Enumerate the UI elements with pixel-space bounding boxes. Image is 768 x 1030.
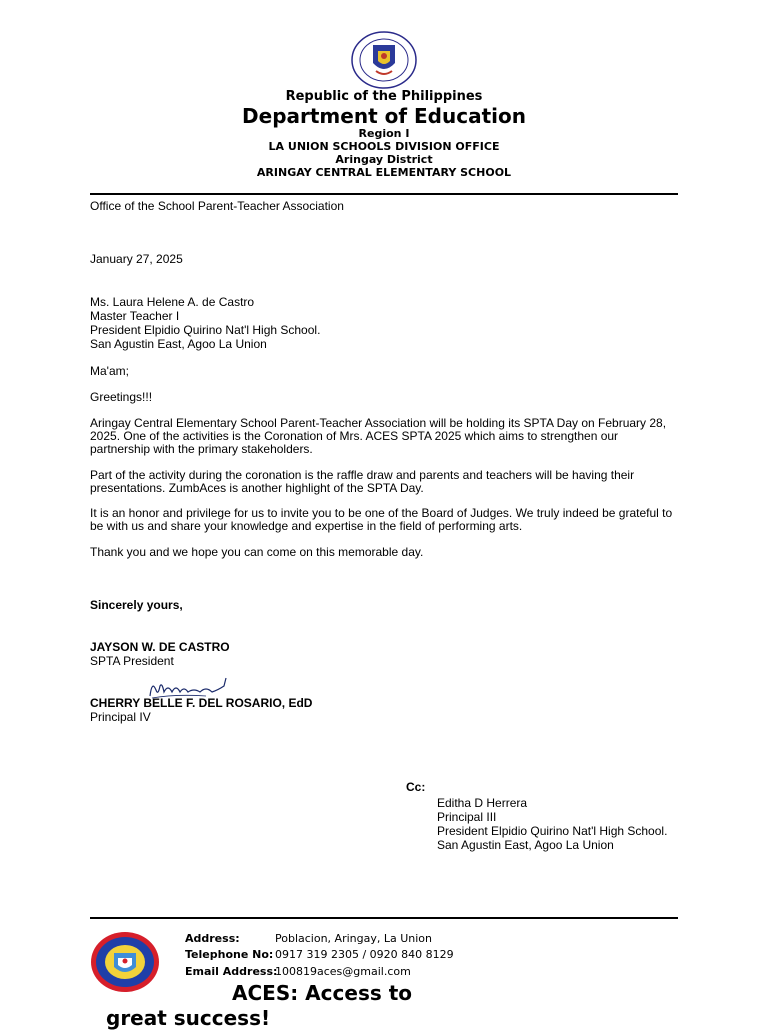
- cc-label: Cc:: [406, 780, 426, 794]
- body-paragraph-4: Thank you and we hope you can come on this memorable day.: [90, 545, 424, 559]
- signatory1-title: SPTA President: [90, 654, 174, 668]
- signatory1-name: JAYSON W. DE CASTRO: [90, 640, 230, 654]
- body-paragraph-2: Part of the activity during the coronation is the raffle draw and parents and teachers will be having their presentations. ZumbAces is another highlight of the SPTA Day.: [90, 468, 635, 495]
- aces-school-logo: [90, 931, 160, 993]
- body-paragraph-1: Aringay Central Elementary School Parent-Teacher Association will be holding its SPTA Day on February 28, 2025. One of the activities is the Coronation of Mrs. ACES SPTA 2025 which aims to strengthen our partnership with the primary stakeholders.: [90, 416, 667, 456]
- letter-date: January 27, 2025: [90, 252, 183, 266]
- recipient-school: President Elpidio Quirino Nat'l High School.: [90, 323, 321, 337]
- division-line: LA UNION SCHOOLS DIVISION OFFICE: [268, 140, 500, 153]
- greeting: Greetings!!!: [90, 390, 153, 404]
- recipient-title: Master Teacher I: [90, 309, 180, 323]
- closing: Sincerely yours,: [90, 598, 183, 612]
- salutation: Ma'am;: [90, 364, 129, 378]
- footer-email: 100819aces@gmail.com: [275, 965, 411, 978]
- office-line: Office of the School Parent-Teacher Association: [90, 199, 344, 213]
- signatory2-name: CHERRY BELLE F. DEL ROSARIO, EdD: [90, 696, 313, 710]
- cc-name: Editha D Herrera: [437, 796, 528, 810]
- footer-motto-line1: ACES: Access to: [232, 981, 413, 1005]
- footer-address-label: Address:: [185, 932, 240, 945]
- footer-divider: [90, 917, 678, 919]
- district-line: Aringay District: [335, 153, 433, 166]
- department-title: Department of Education: [242, 104, 526, 128]
- header-divider: [90, 193, 678, 195]
- recipient-address: San Agustin East, Agoo La Union: [90, 337, 267, 351]
- footer-email-label: Email Address:: [185, 965, 278, 978]
- footer-phone: 0917 319 2305 / 0920 840 8129: [275, 948, 454, 961]
- signatory2-title: Principal IV: [90, 710, 151, 724]
- body-paragraph-3: It is an honor and privilege for us to invite you to be one of the Board of Judges. We truly indeed be grateful to be with us and share your knowledge and expertise in the field of performing arts.: [90, 506, 673, 533]
- cc-address: San Agustin East, Agoo La Union: [437, 838, 614, 852]
- deped-seal-logo: [351, 31, 417, 89]
- school-line: ARINGAY CENTRAL ELEMENTARY SCHOOL: [256, 166, 512, 179]
- recipient-name: Ms. Laura Helene A. de Castro: [90, 295, 255, 309]
- region-line: Region I: [358, 127, 410, 140]
- cc-school: President Elpidio Quirino Nat'l High School.: [437, 824, 668, 838]
- cc-title: Principal III: [437, 810, 497, 824]
- footer-phone-label: Telephone No:: [185, 948, 274, 961]
- footer-motto-line2: great success!: [106, 1006, 271, 1030]
- footer-address: Poblacion, Aringay, La Union: [275, 932, 432, 945]
- republic-line: Republic of the Philippines: [285, 89, 483, 104]
- cc-block: [437, 796, 667, 852]
- recipient-block: [90, 295, 320, 351]
